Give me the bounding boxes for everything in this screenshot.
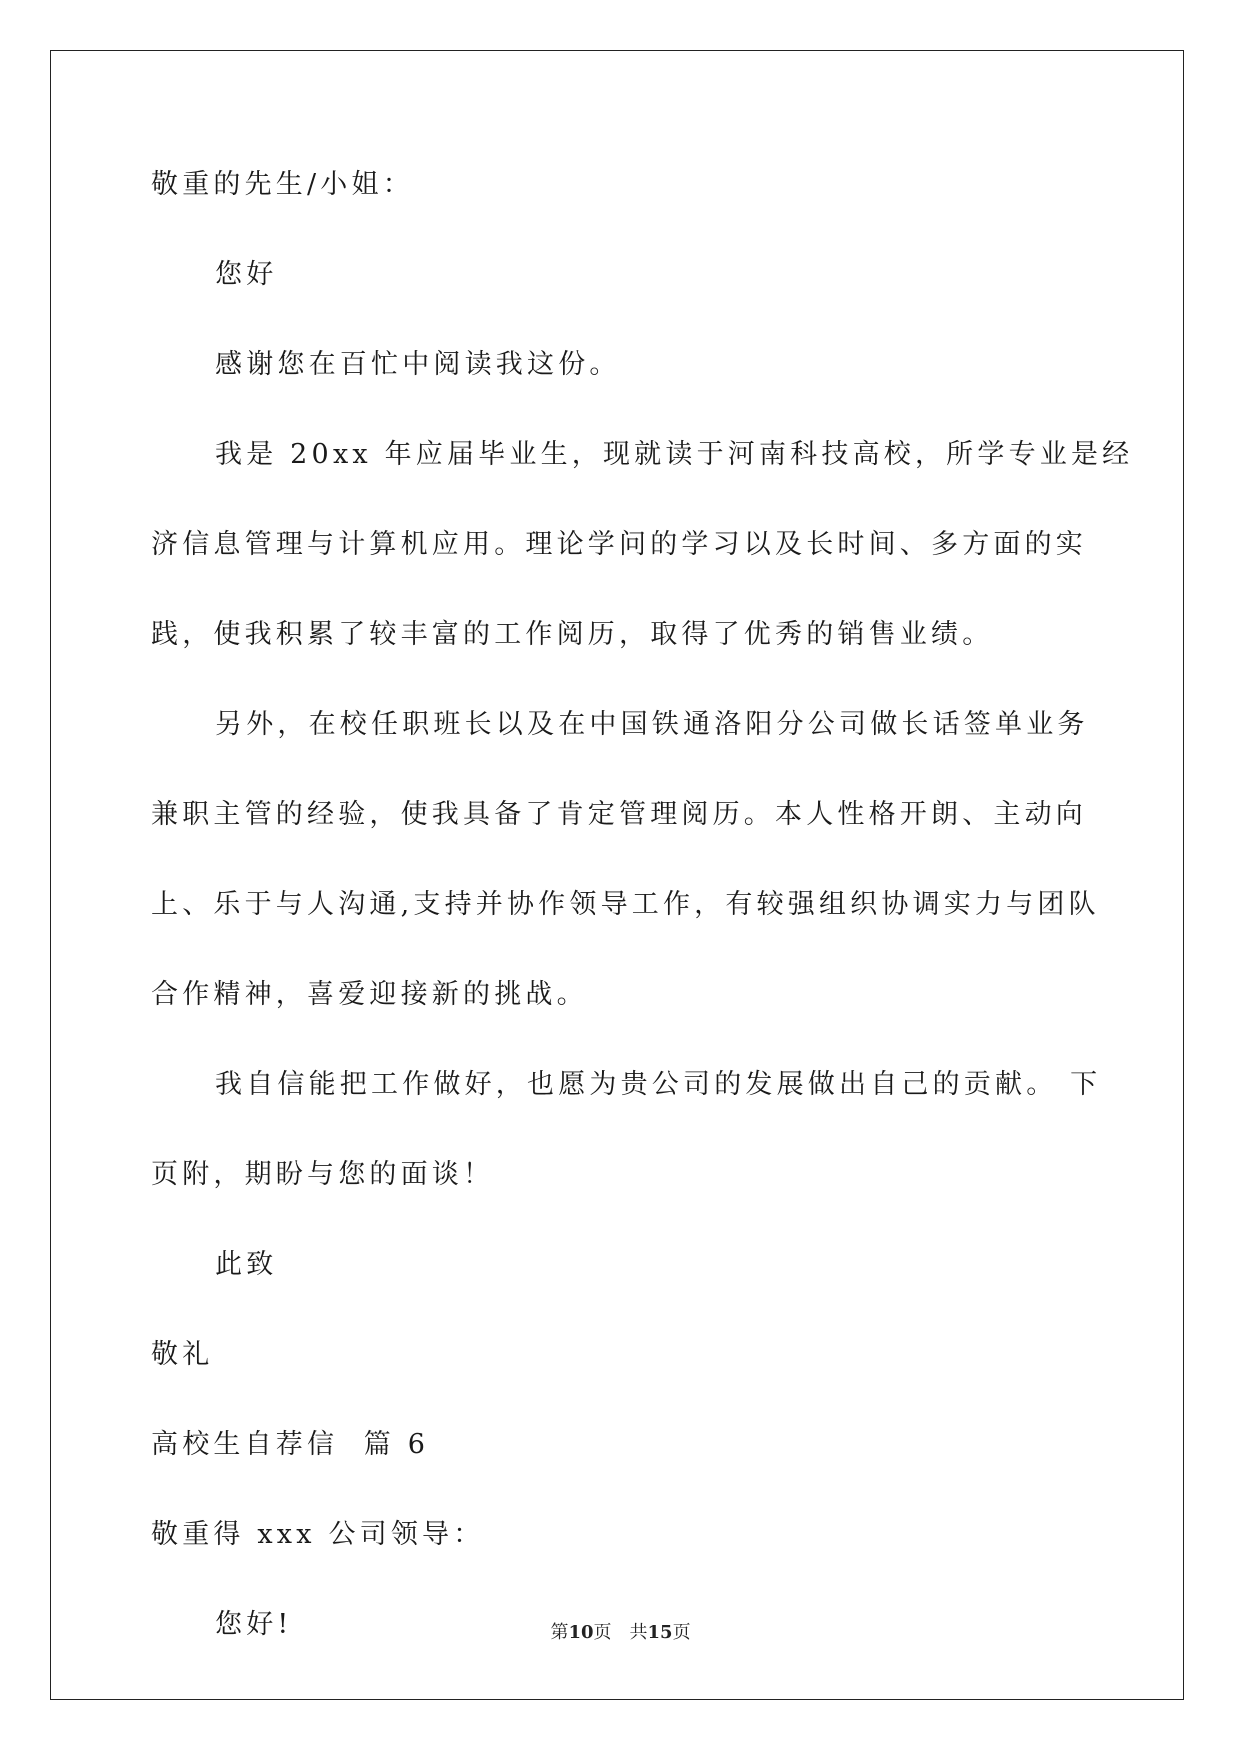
paragraph-experience	[151, 709, 1100, 1010]
current-page-number: 10	[568, 1622, 594, 1643]
paragraph-line: 合作精神，喜爱迎接新的挑战。	[151, 979, 588, 1010]
paragraph-confidence	[151, 1069, 1102, 1190]
section-title: 高校生自荐信 篇 6	[151, 1429, 430, 1460]
page-number-footer	[0, 1622, 1241, 1644]
paragraph-line: 我自信能把工作做好，也愿为贵公司的发展做出自己的贡献。 下	[215, 1069, 1102, 1100]
footer-total-prefix: 共	[629, 1622, 648, 1643]
next-salutation: 敬重得 xxx 公司领导：	[151, 1519, 485, 1550]
footer-page-unit: 页	[593, 1622, 612, 1643]
paragraph-introduction	[151, 439, 1134, 650]
thanks-line: 感谢您在百忙中阅读我这份。	[215, 349, 621, 380]
paragraph-line: 另外，在校任职班长以及在中国铁通洛阳分公司做长话签单业务	[215, 709, 1089, 740]
letter-body	[151, 169, 1134, 1640]
total-pages-number: 15	[647, 1622, 673, 1643]
greeting: 您好	[215, 259, 278, 290]
paragraph-line: 践，使我积累了较丰富的工作阅历，取得了优秀的销售业绩。	[151, 619, 994, 650]
next-greeting: 您好!	[215, 1609, 293, 1640]
paragraph-line: 济信息管理与计算机应用。理论学问的学习以及长时间、多方面的实	[151, 529, 1087, 560]
paragraph-line: 上、乐于与人沟通,支持并协作领导工作，有较强组织协调实力与团队	[151, 889, 1100, 920]
paragraph-line: 我是 20xx 年应届毕业生，现就读于河南科技高校，所学专业是经	[215, 439, 1134, 470]
paragraph-line: 兼职主管的经验，使我具备了肯定管理阅历。本人性格开朗、主动向	[151, 799, 1087, 830]
footer-total-unit: 页	[672, 1622, 691, 1643]
salutation: 敬重的先生/小姐：	[151, 169, 414, 200]
footer-prefix: 第	[550, 1622, 569, 1643]
paragraph-line: 页附，期盼与您的面谈！	[151, 1159, 495, 1190]
closing-salute: 敬礼	[151, 1339, 214, 1370]
closing-phrase: 此致	[215, 1249, 278, 1280]
